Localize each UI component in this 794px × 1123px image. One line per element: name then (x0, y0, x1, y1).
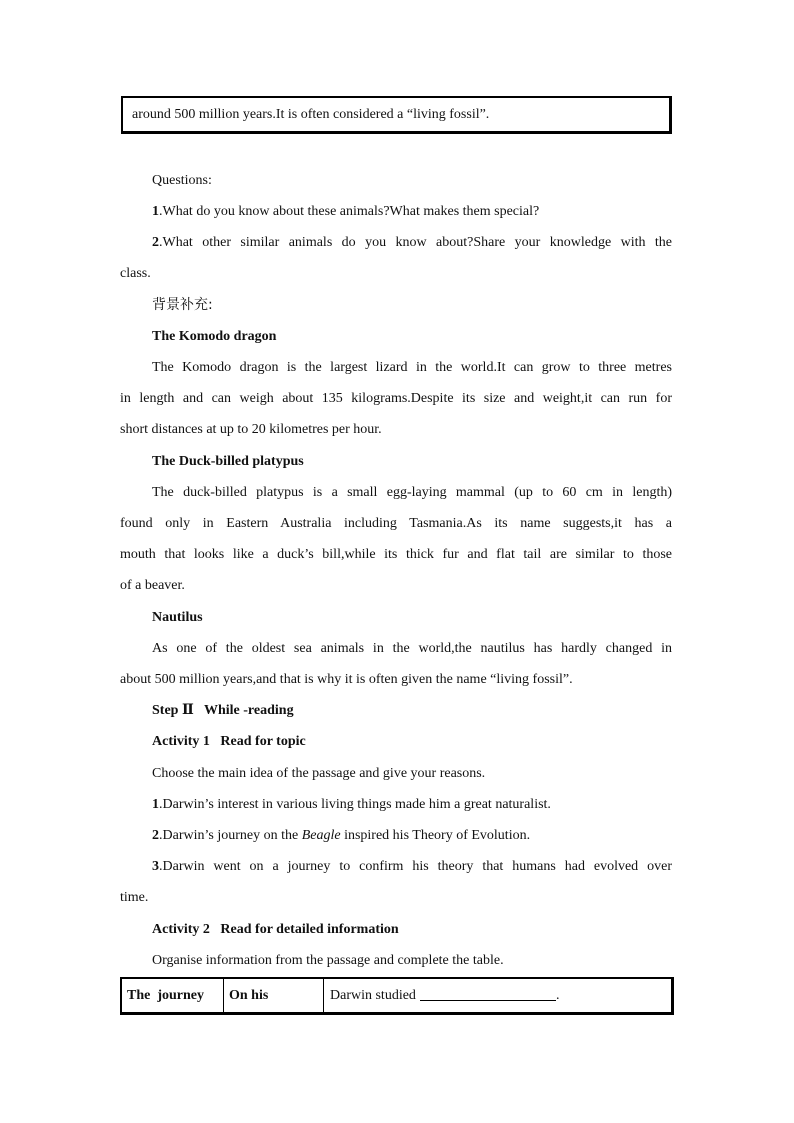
option-1-number: 1 (152, 797, 159, 812)
table-cell-darwin-studied (324, 979, 671, 1012)
step-title: Step Ⅱ While -reading (152, 703, 294, 718)
option-3 (152, 858, 672, 876)
komodo-line-2: in length and can weigh about 135 kilograms.Despite its size and weight,it can run for (120, 391, 672, 406)
table-cell-journey: The journey (122, 979, 224, 1012)
journey-table (120, 977, 674, 1015)
activity-2-instruction: Organise information from the passage and complete the table. (152, 953, 504, 968)
komodo-line-3: short distances at up to 20 kilometres per hour. (120, 422, 382, 437)
activity-1-title: Activity 1 Read for topic (152, 734, 306, 749)
answer-blank[interactable] (420, 986, 556, 1001)
platypus-line-2: found only in Eastern Australia including Tasmania.As its name suggests,it has a (120, 516, 672, 531)
option-2-text-pre: .Darwin’s journey on the (159, 828, 302, 843)
question-2-text: .What other similar animals do you know about?Share your knowledge with the (159, 235, 672, 250)
question-2-number: 2 (152, 235, 159, 250)
passage-excerpt-box (121, 96, 672, 134)
option-1-text: .Darwin’s interest in various living things made him a great naturalist. (159, 797, 551, 812)
nautilus-line-1: As one of the oldest sea animals in the world,the nautilus has hardly changed in (152, 641, 672, 656)
option-1 (152, 796, 672, 814)
nautilus-title: Nautilus (152, 610, 203, 625)
question-2 (152, 234, 672, 252)
platypus-line-4: of a beaver. (120, 578, 185, 593)
platypus-line-1: The duck-billed platypus is a small egg-laying mammal (up to 60 cm in length) (152, 485, 672, 500)
option-3-text: .Darwin went on a journey to confirm his theory that humans had evolved over (159, 859, 672, 874)
option-2-ship-name: Beagle (301, 828, 341, 843)
table-cell-period: . (555, 988, 560, 1003)
platypus-line-3: mouth that looks like a duck’s bill,while its thick fur and flat tail are similar to those (120, 547, 672, 562)
questions-heading: Questions: (152, 173, 212, 188)
nautilus-line-2: about 500 million years,and that is why it is often given the name “living fossil”. (120, 672, 573, 687)
platypus-title: The Duck-billed platypus (152, 454, 304, 469)
activity-1-instruction: Choose the main idea of the passage and give your reasons. (152, 766, 486, 781)
option-2-text-post: inspired his Theory of Evolution. (340, 828, 531, 843)
option-2 (152, 827, 672, 845)
background-heading: 背景补充: (152, 297, 213, 313)
option-3-continued: time. (120, 890, 149, 905)
question-2-continued: class. (120, 266, 151, 281)
table-cell-darwin-studied-text: Darwin studied (330, 988, 416, 1003)
option-3-number: 3 (152, 859, 159, 874)
option-2-number: 2 (152, 828, 159, 843)
activity-2-title: Activity 2 Read for detailed information (152, 922, 399, 937)
question-1 (152, 203, 672, 221)
question-1-number: 1 (152, 204, 159, 219)
komodo-title: The Komodo dragon (152, 329, 277, 344)
table-cell-on-his: On his (224, 979, 324, 1012)
komodo-line-1: The Komodo dragon is the largest lizard in the world.It can grow to three metres (152, 360, 672, 375)
question-1-text: .What do you know about these animals?What makes them special? (159, 204, 540, 219)
passage-excerpt-text: around 500 million years.It is often considered a “living fossil”. (132, 107, 490, 122)
